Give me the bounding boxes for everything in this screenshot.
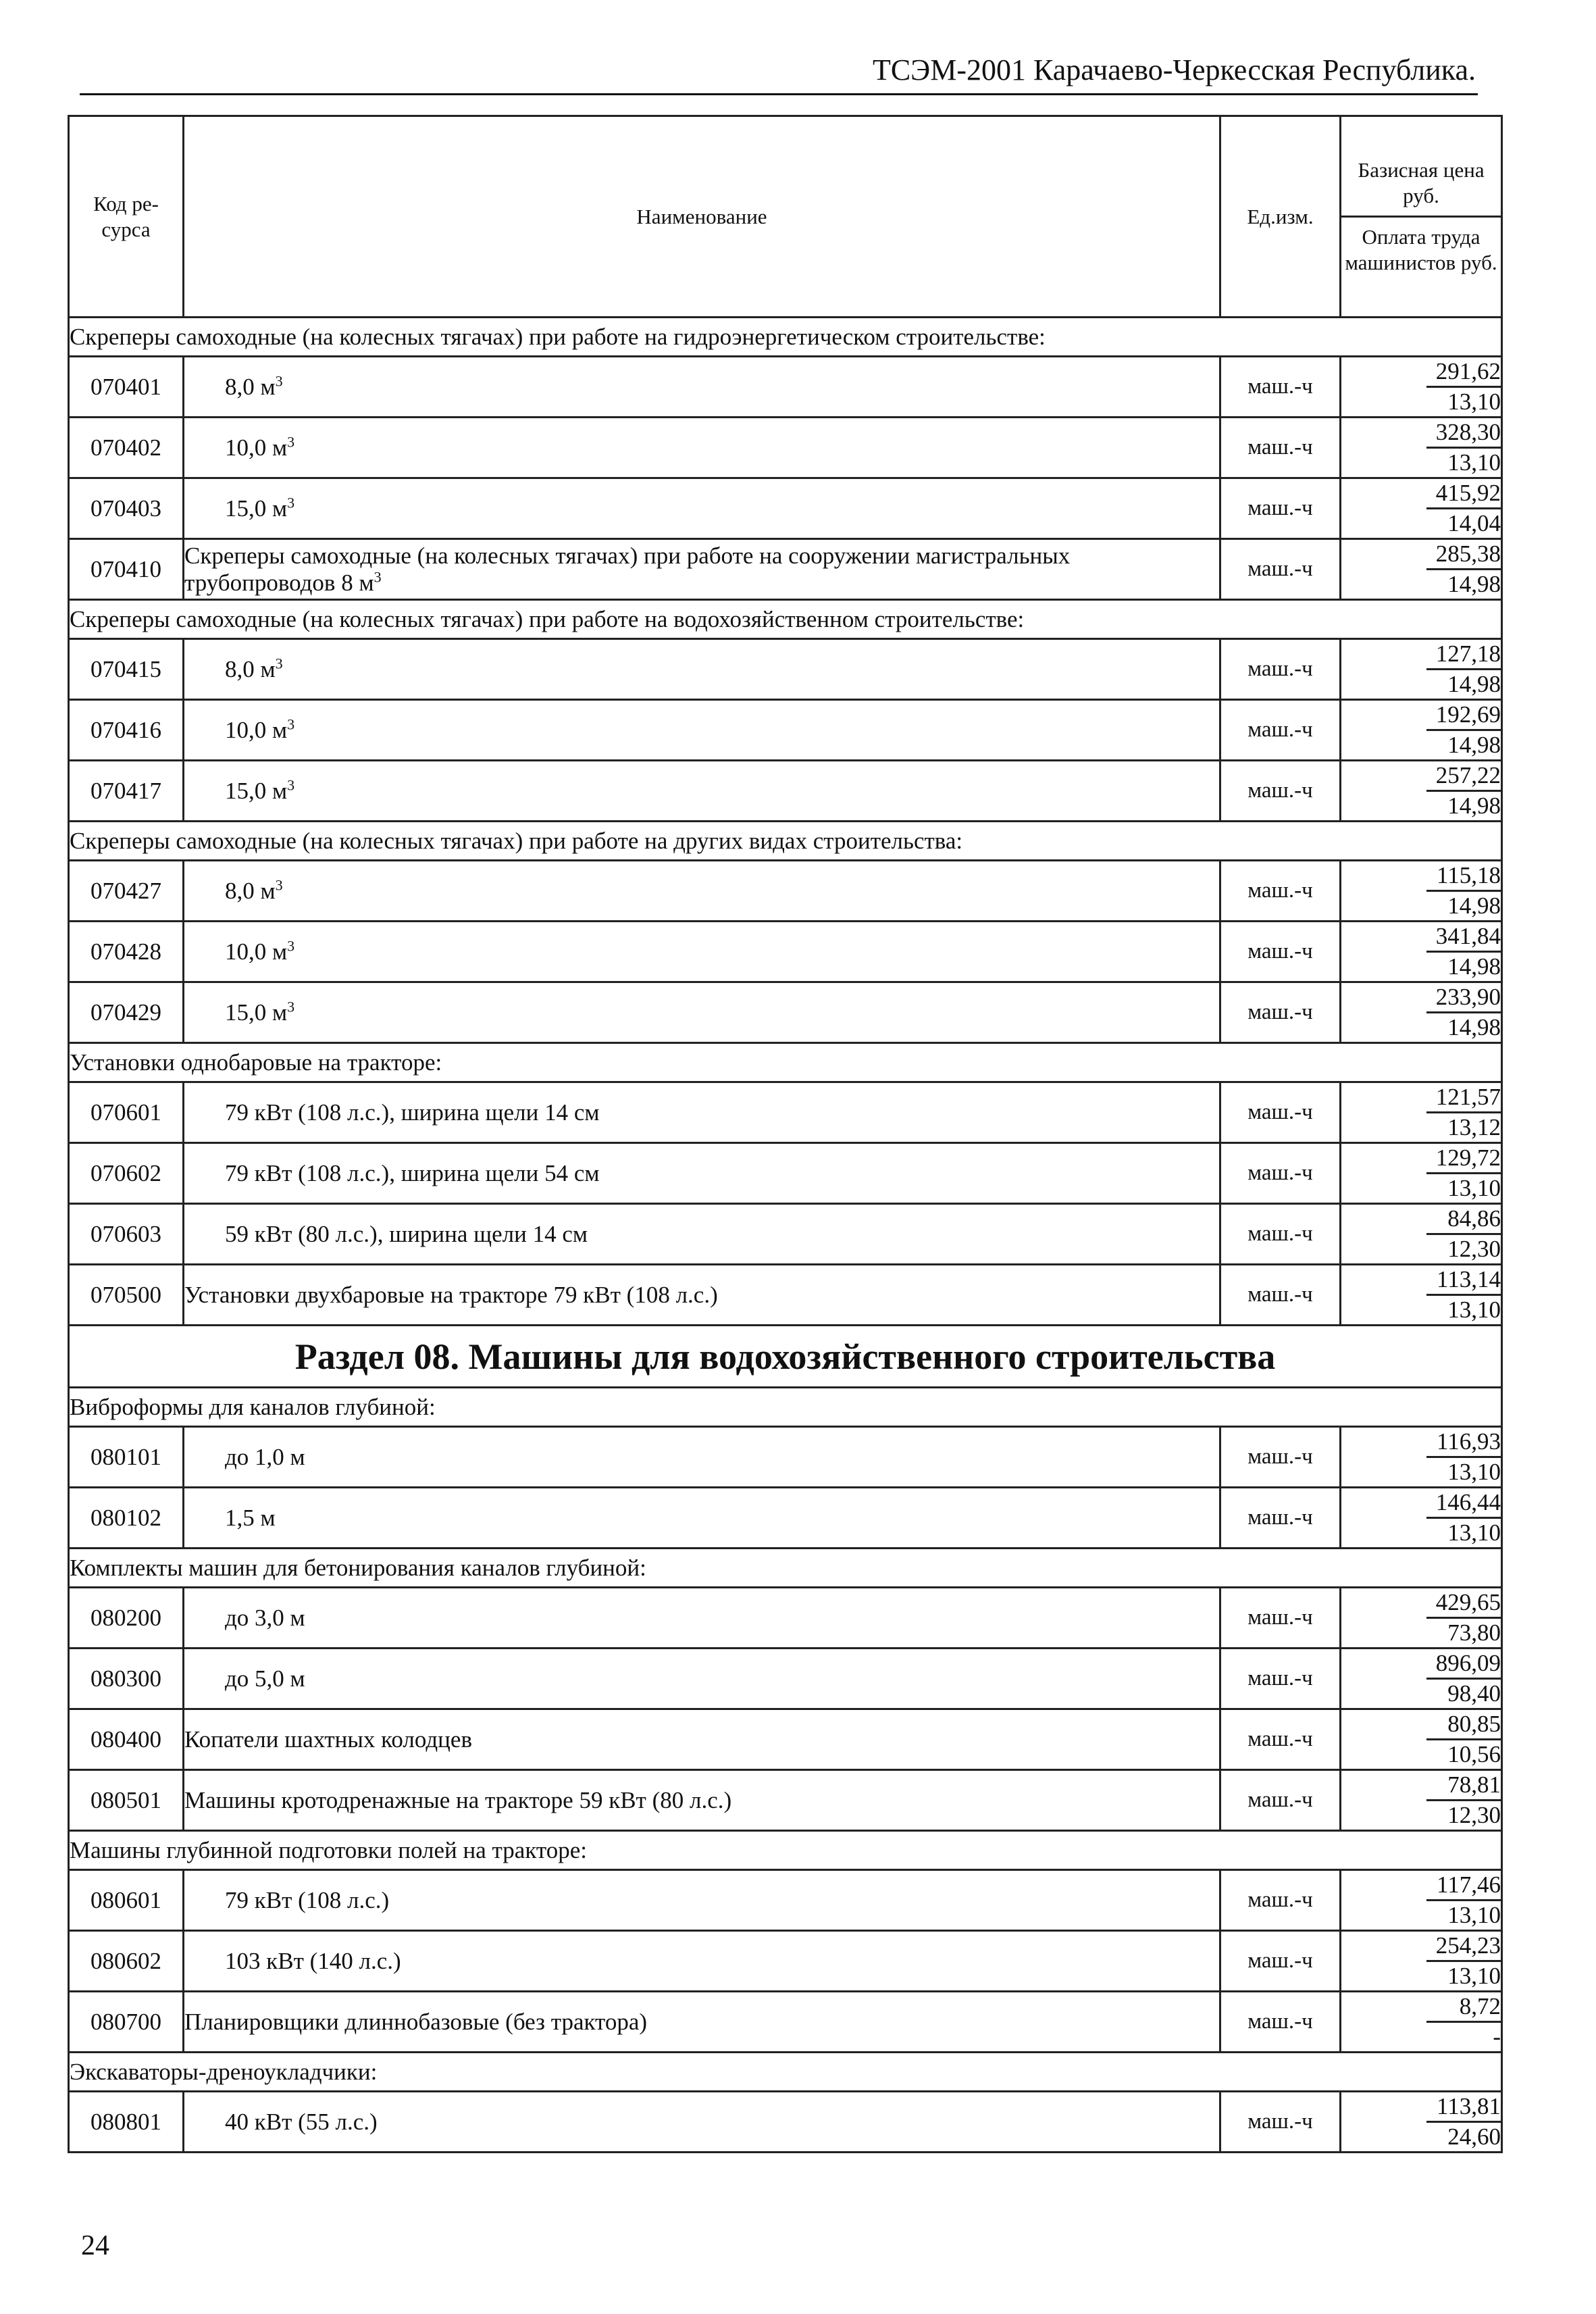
resource-name-cell	[184, 1992, 1220, 2053]
table-row	[69, 1143, 1502, 1204]
unit-of-measure: маш.-ч	[1220, 761, 1341, 822]
column-header-unit: Ед.изм.	[1220, 116, 1341, 318]
resource-code: 070428	[69, 922, 184, 982]
resource-name-cell	[184, 1588, 1220, 1649]
base-price: 291,62	[1426, 357, 1501, 388]
price-cell	[1341, 2092, 1502, 2153]
category-title: Скреперы самоходные (на колесных тягачах) при работе на других видах строительства:	[69, 822, 1502, 861]
operator-wage: 24,60	[1447, 2123, 1501, 2150]
category-row	[69, 1831, 1502, 1870]
price-cell	[1341, 1082, 1502, 1143]
unit-of-measure: маш.-ч	[1220, 639, 1341, 700]
resource-name: 79 кВт (108 л.с.), ширина щели 54 см	[225, 1159, 600, 1186]
operator-wage: 13,10	[1447, 1902, 1501, 1928]
resource-name-cell	[184, 1427, 1220, 1488]
column-header-name: Наименование	[184, 116, 1220, 318]
base-price: 285,38	[1426, 540, 1501, 570]
resource-name: 15,0 м	[225, 999, 288, 1026]
unit-exponent: 3	[374, 568, 382, 585]
price-cell	[1341, 1770, 1502, 1831]
machine-price-table	[68, 115, 1503, 2153]
resource-name: 40 кВт (55 л.с.)	[225, 2108, 378, 2135]
price-cell	[1341, 418, 1502, 478]
operator-wage: 14,98	[1447, 892, 1501, 919]
table-row	[69, 2092, 1502, 2153]
resource-code: 070410	[69, 539, 184, 600]
table-row	[69, 761, 1502, 822]
table-row	[69, 539, 1502, 600]
operator-wage: 14,98	[1447, 671, 1501, 697]
unit-of-measure: маш.-ч	[1220, 1770, 1341, 1831]
unit-exponent: 3	[287, 936, 295, 954]
category-row	[69, 1388, 1502, 1427]
unit-of-measure: маш.-ч	[1220, 700, 1341, 761]
resource-name: Планировщики длиннобазовые (без трактора)	[184, 2008, 648, 2035]
resource-name: Копатели шахтных колодцев	[184, 1726, 472, 1753]
unit-exponent: 3	[287, 715, 295, 732]
category-row	[69, 1043, 1502, 1082]
resource-code: 070601	[69, 1082, 184, 1143]
base-price: 80,85	[1426, 1710, 1501, 1740]
resource-code: 080102	[69, 1488, 184, 1549]
resource-name: 10,0 м	[225, 716, 288, 743]
unit-exponent: 3	[275, 372, 283, 389]
resource-name-cell	[184, 357, 1220, 418]
operator-wage: 98,40	[1447, 1680, 1501, 1707]
resource-name-cell	[184, 1649, 1220, 1709]
base-price: 233,90	[1426, 983, 1501, 1013]
base-price: 129,72	[1426, 1144, 1501, 1174]
resource-code: 070415	[69, 639, 184, 700]
table-row	[69, 1488, 1502, 1549]
operator-wage: 14,98	[1447, 732, 1501, 758]
category-title: Комплекты машин для бетонирования каналов глубиной:	[69, 1549, 1502, 1588]
price-cell	[1341, 1588, 1502, 1649]
table-row	[69, 1870, 1502, 1931]
operator-wage: 13,10	[1447, 1963, 1501, 1989]
resource-name: 103 кВт (140 л.с.)	[225, 1947, 401, 1974]
section-title: Раздел 08. Машины для водохозяйственного строительства	[69, 1326, 1502, 1388]
table-row	[69, 922, 1502, 982]
resource-name-cell	[184, 1870, 1220, 1931]
base-price: 78,81	[1426, 1771, 1501, 1801]
price-cell	[1341, 1992, 1502, 2053]
price-cell	[1341, 639, 1502, 700]
unit-of-measure: маш.-ч	[1220, 1082, 1341, 1143]
unit-exponent: 3	[287, 432, 295, 450]
resource-name: Машины кротодренажные на тракторе 59 кВт (80 л.с.)	[184, 1786, 732, 1813]
resource-name: 79 кВт (108 л.с.), ширина щели 14 см	[225, 1099, 600, 1126]
resource-code: 070403	[69, 478, 184, 539]
base-price: 254,23	[1426, 1932, 1501, 1962]
price-cell	[1341, 1204, 1502, 1265]
page-number: 24	[81, 2230, 109, 2261]
resource-code: 080101	[69, 1427, 184, 1488]
table-header-row	[69, 116, 1502, 318]
section-row	[69, 1326, 1502, 1388]
unit-of-measure: маш.-ч	[1220, 539, 1341, 600]
resource-code: 080200	[69, 1588, 184, 1649]
unit-exponent: 3	[275, 876, 283, 893]
price-cell	[1341, 1709, 1502, 1770]
resource-name-cell	[184, 1143, 1220, 1204]
resource-name-cell	[184, 922, 1220, 982]
price-cell	[1341, 478, 1502, 539]
operator-wage: 14,98	[1447, 571, 1501, 597]
base-price: 429,65	[1426, 1588, 1501, 1619]
resource-name: 8,0 м	[225, 877, 276, 904]
column-header-price	[1341, 116, 1502, 318]
unit-of-measure: маш.-ч	[1220, 1204, 1341, 1265]
unit-exponent: 3	[275, 654, 283, 672]
resource-name-cell	[184, 1709, 1220, 1770]
operator-wage: 14,98	[1447, 1014, 1501, 1040]
resource-name: 10,0 м	[225, 434, 288, 461]
unit-of-measure: маш.-ч	[1220, 1588, 1341, 1649]
price-cell	[1341, 861, 1502, 922]
operator-wage: 12,30	[1447, 1802, 1501, 1828]
category-title: Установки однобаровые на тракторе:	[69, 1043, 1502, 1082]
operator-wage: 13,10	[1447, 388, 1501, 415]
resource-code: 070416	[69, 700, 184, 761]
table-row	[69, 861, 1502, 922]
resource-name-cell	[184, 1770, 1220, 1831]
resource-code: 070500	[69, 1265, 184, 1326]
unit-exponent: 3	[287, 776, 295, 793]
header-divider	[80, 93, 1478, 95]
unit-of-measure: маш.-ч	[1220, 1931, 1341, 1992]
operator-wage: 13,10	[1447, 1297, 1501, 1323]
resource-name-cell	[184, 1488, 1220, 1549]
column-header-base-price: Базисная цена руб.	[1339, 157, 1503, 218]
operator-wage: 13,10	[1447, 449, 1501, 476]
base-price: 121,57	[1426, 1083, 1501, 1113]
base-price: 113,81	[1426, 2092, 1501, 2123]
resource-name-cell	[184, 478, 1220, 539]
table-row	[69, 1427, 1502, 1488]
unit-of-measure: маш.-ч	[1220, 1143, 1341, 1204]
table-row	[69, 1588, 1502, 1649]
base-price: 415,92	[1426, 479, 1501, 509]
base-price: 113,14	[1426, 1265, 1501, 1296]
table-row	[69, 1204, 1502, 1265]
operator-wage: 73,80	[1447, 1619, 1501, 1646]
resource-code: 080602	[69, 1931, 184, 1992]
resource-code: 080300	[69, 1649, 184, 1709]
base-price: 8,72	[1426, 1992, 1501, 2023]
price-cell	[1341, 761, 1502, 822]
base-price: 115,18	[1426, 861, 1501, 892]
table-row	[69, 418, 1502, 478]
operator-wage: 13,10	[1447, 1459, 1501, 1485]
operator-wage: 14,04	[1447, 510, 1501, 536]
resource-name: до 3,0 м	[225, 1604, 305, 1631]
resource-name-cell	[184, 700, 1220, 761]
unit-of-measure: маш.-ч	[1220, 982, 1341, 1043]
resource-name-cell	[184, 1265, 1220, 1326]
resource-code: 070602	[69, 1143, 184, 1204]
table-row	[69, 1265, 1502, 1326]
resource-code: 070429	[69, 982, 184, 1043]
category-title: Машины глубинной подготовки полей на тракторе:	[69, 1831, 1502, 1870]
resource-code: 070603	[69, 1204, 184, 1265]
price-cell	[1341, 1143, 1502, 1204]
resource-code: 080801	[69, 2092, 184, 2153]
operator-wage: 12,30	[1447, 1236, 1501, 1262]
resource-code: 080700	[69, 1992, 184, 2053]
table-body	[69, 318, 1502, 2153]
resource-name-cell	[184, 2092, 1220, 2153]
unit-of-measure: маш.-ч	[1220, 1649, 1341, 1709]
table-row	[69, 1649, 1502, 1709]
resource-code: 080400	[69, 1709, 184, 1770]
resource-name: 1,5 м	[225, 1504, 276, 1531]
price-cell	[1341, 700, 1502, 761]
price-cell	[1341, 982, 1502, 1043]
unit-of-measure: маш.-ч	[1220, 478, 1341, 539]
operator-wage: 14,98	[1447, 793, 1501, 819]
operator-wage: 13,10	[1447, 1519, 1501, 1546]
unit-of-measure: маш.-ч	[1220, 861, 1341, 922]
resource-name: 15,0 м	[225, 495, 288, 522]
unit-of-measure: маш.-ч	[1220, 922, 1341, 982]
resource-name: 59 кВт (80 л.с.), ширина щели 14 см	[225, 1220, 588, 1247]
column-header-operator-wage: Оплата труда машинистов руб.	[1345, 225, 1497, 274]
column-header-code: Код ре-сурса	[69, 116, 184, 318]
operator-wage: 10,56	[1447, 1741, 1501, 1767]
unit-of-measure: маш.-ч	[1220, 1870, 1341, 1931]
resource-name: до 1,0 м	[225, 1443, 305, 1470]
resource-code: 070417	[69, 761, 184, 822]
category-title: Скреперы самоходные (на колесных тягачах) при работе на гидроэнергетическом строительстве:	[69, 318, 1502, 357]
resource-name-cell	[184, 761, 1220, 822]
unit-of-measure: маш.-ч	[1220, 1427, 1341, 1488]
resource-name: 79 кВт (108 л.с.)	[225, 1886, 390, 1913]
resource-name-cell	[184, 861, 1220, 922]
operator-wage: 13,12	[1447, 1114, 1501, 1140]
resource-name-cell	[184, 1204, 1220, 1265]
resource-name: Скреперы самоходные (на колесных тягачах) при работе на сооружении магистральных трубопроводов 8 м	[184, 542, 1071, 596]
price-cell	[1341, 357, 1502, 418]
table-row	[69, 478, 1502, 539]
unit-exponent: 3	[287, 493, 295, 511]
category-row	[69, 1549, 1502, 1588]
resource-code: 070402	[69, 418, 184, 478]
base-price: 84,86	[1426, 1205, 1501, 1235]
unit-of-measure: маш.-ч	[1220, 1992, 1341, 2053]
base-price: 192,69	[1426, 701, 1501, 731]
price-cell	[1341, 1427, 1502, 1488]
unit-of-measure: маш.-ч	[1220, 2092, 1341, 2153]
base-price: 117,46	[1426, 1871, 1501, 1901]
table-row	[69, 982, 1502, 1043]
operator-wage: 14,98	[1447, 953, 1501, 980]
operator-wage: -	[1493, 2023, 1501, 2050]
resource-name-cell	[184, 418, 1220, 478]
base-price: 116,93	[1426, 1428, 1501, 1458]
category-title: Виброформы для каналов глубиной:	[69, 1388, 1502, 1427]
resource-code: 070401	[69, 357, 184, 418]
resource-name: 8,0 м	[225, 655, 276, 682]
unit-of-measure: маш.-ч	[1220, 357, 1341, 418]
base-price: 341,84	[1426, 922, 1501, 953]
table-row	[69, 1931, 1502, 1992]
price-cell	[1341, 1649, 1502, 1709]
resource-name-cell	[184, 539, 1220, 600]
price-cell	[1341, 922, 1502, 982]
unit-of-measure: маш.-ч	[1220, 1488, 1341, 1549]
base-price: 127,18	[1426, 640, 1501, 670]
resource-name: 15,0 м	[225, 777, 288, 804]
resource-name-cell	[184, 1082, 1220, 1143]
table-row	[69, 1082, 1502, 1143]
resource-name-cell	[184, 1931, 1220, 1992]
base-price: 896,09	[1426, 1649, 1501, 1680]
resource-name: Установки двухбаровые на тракторе 79 кВт (108 л.с.)	[184, 1281, 718, 1308]
resource-code: 080601	[69, 1870, 184, 1931]
price-cell	[1341, 1870, 1502, 1931]
resource-name-cell	[184, 639, 1220, 700]
table-row	[69, 357, 1502, 418]
price-cell	[1341, 1931, 1502, 1992]
unit-of-measure: маш.-ч	[1220, 1265, 1341, 1326]
resource-name: 10,0 м	[225, 938, 288, 965]
base-price: 328,30	[1426, 418, 1501, 449]
unit-of-measure: маш.-ч	[1220, 418, 1341, 478]
base-price: 257,22	[1426, 761, 1501, 792]
table-row	[69, 639, 1502, 700]
category-row	[69, 318, 1502, 357]
category-row	[69, 2053, 1502, 2092]
page-header-title: ТСЭМ-2001 Карачаево-Черкесская Республика.	[872, 53, 1476, 86]
unit-of-measure: маш.-ч	[1220, 1709, 1341, 1770]
category-row	[69, 600, 1502, 639]
price-cell	[1341, 539, 1502, 600]
table-row	[69, 1770, 1502, 1831]
category-row	[69, 822, 1502, 861]
resource-code: 080501	[69, 1770, 184, 1831]
category-title: Экскаваторы-дреноукладчики:	[69, 2053, 1502, 2092]
resource-name-cell	[184, 982, 1220, 1043]
base-price: 146,44	[1426, 1488, 1501, 1519]
price-cell	[1341, 1488, 1502, 1549]
price-cell	[1341, 1265, 1502, 1326]
table-row	[69, 1992, 1502, 2053]
unit-exponent: 3	[287, 997, 295, 1015]
table-row	[69, 700, 1502, 761]
resource-name: до 5,0 м	[225, 1665, 305, 1692]
table-row	[69, 1709, 1502, 1770]
operator-wage: 13,10	[1447, 1175, 1501, 1201]
resource-code: 070427	[69, 861, 184, 922]
category-title: Скреперы самоходные (на колесных тягачах) при работе на водохозяйственном строительстве:	[69, 600, 1502, 639]
resource-name: 8,0 м	[225, 373, 276, 400]
